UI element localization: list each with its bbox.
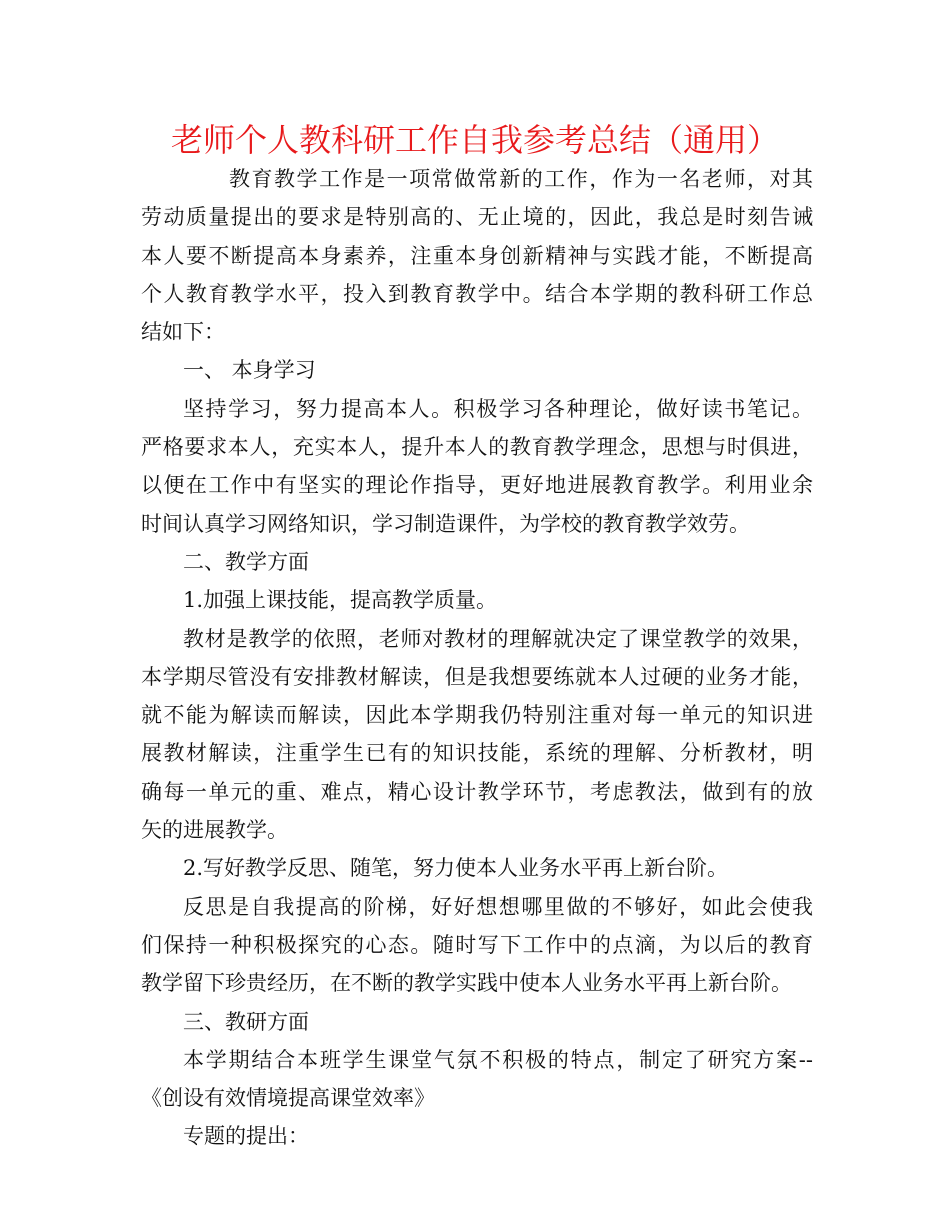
body-line: 2.写好教学反思、随笔，努力使本人业务水平再上新台阶。 — [183, 856, 729, 881]
body-line: 本学期尽管没有安排教材解读，但是我想要练就本人过硬的业务才能， — [141, 664, 813, 689]
body-line: 本人要不断提高本身素养，注重本身创新精神与实践才能，不断提高 — [141, 243, 813, 268]
body-line: 们保持一种积极探究的心态。随时写下工作中的点滴，为以后的教育 — [141, 932, 813, 957]
body-line: 教材是教学的依照，老师对教材的理解就决定了课堂教学的效果， — [183, 626, 813, 651]
body-line: 个人教育教学水平，投入到教育教学中。结合本学期的教科研工作总 — [141, 281, 813, 306]
body-line: 严格要求本人，充实本人，提升本人的教育教学理念，思想与时俱进， — [141, 435, 813, 460]
body-line: 矢的进展教学。 — [141, 818, 288, 843]
body-line: 专题的提出： — [183, 1124, 309, 1149]
body-line: 教育教学工作是一项常做常新的工作，作为一名老师，对其 — [229, 167, 813, 191]
body-line: 展教材解读，注重学生已有的知识技能，系统的理解、分析教材，明 — [141, 741, 813, 766]
body-line: 教学留下珍贵经历，在不断的教学实践中使本人业务水平再上新台阶。 — [141, 971, 792, 996]
body-line: 反思是自我提高的阶梯，好好想想哪里做的不够好，如此会使我 — [183, 894, 813, 919]
body-line: 一、 本身学习 — [183, 358, 316, 383]
document-title: 老师个人教科研工作自我参考总结（通用） — [170, 121, 779, 159]
body-line: 时间认真学习网络知识，学习制造课件，为学校的教育教学效劳。 — [141, 511, 750, 536]
body-line: 劳动质量提出的要求是特别高的、无止境的，因此，我总是时刻告诫 — [141, 205, 813, 230]
body-line: 坚持学习，努力提高本人。积极学习各种理论，做好读书笔记。 — [183, 396, 813, 421]
document-body — [141, 160, 813, 1156]
body-line: 1.加强上课技能，提高教学质量。 — [183, 588, 498, 613]
body-line: 以便在工作中有坚实的理论作指导，更好地进展教育教学。利用业余 — [141, 473, 813, 498]
body-line: 结如下： — [141, 320, 225, 345]
body-line: 三、教研方面 — [183, 1009, 309, 1034]
body-line: 二、教学方面 — [183, 549, 309, 574]
body-line: 《创设有效情境提高课堂效率》 — [141, 1086, 435, 1111]
body-line: 确每一单元的重、难点，精心设计教学环节，考虑教法，做到有的放 — [141, 779, 813, 804]
body-line: 就不能为解读而解读，因此本学期我仍特别注重对每一单元的知识进 — [141, 703, 813, 728]
body-line: 本学期结合本班学生课堂气氛不积极的特点，制定了研究方案-- — [183, 1047, 813, 1072]
